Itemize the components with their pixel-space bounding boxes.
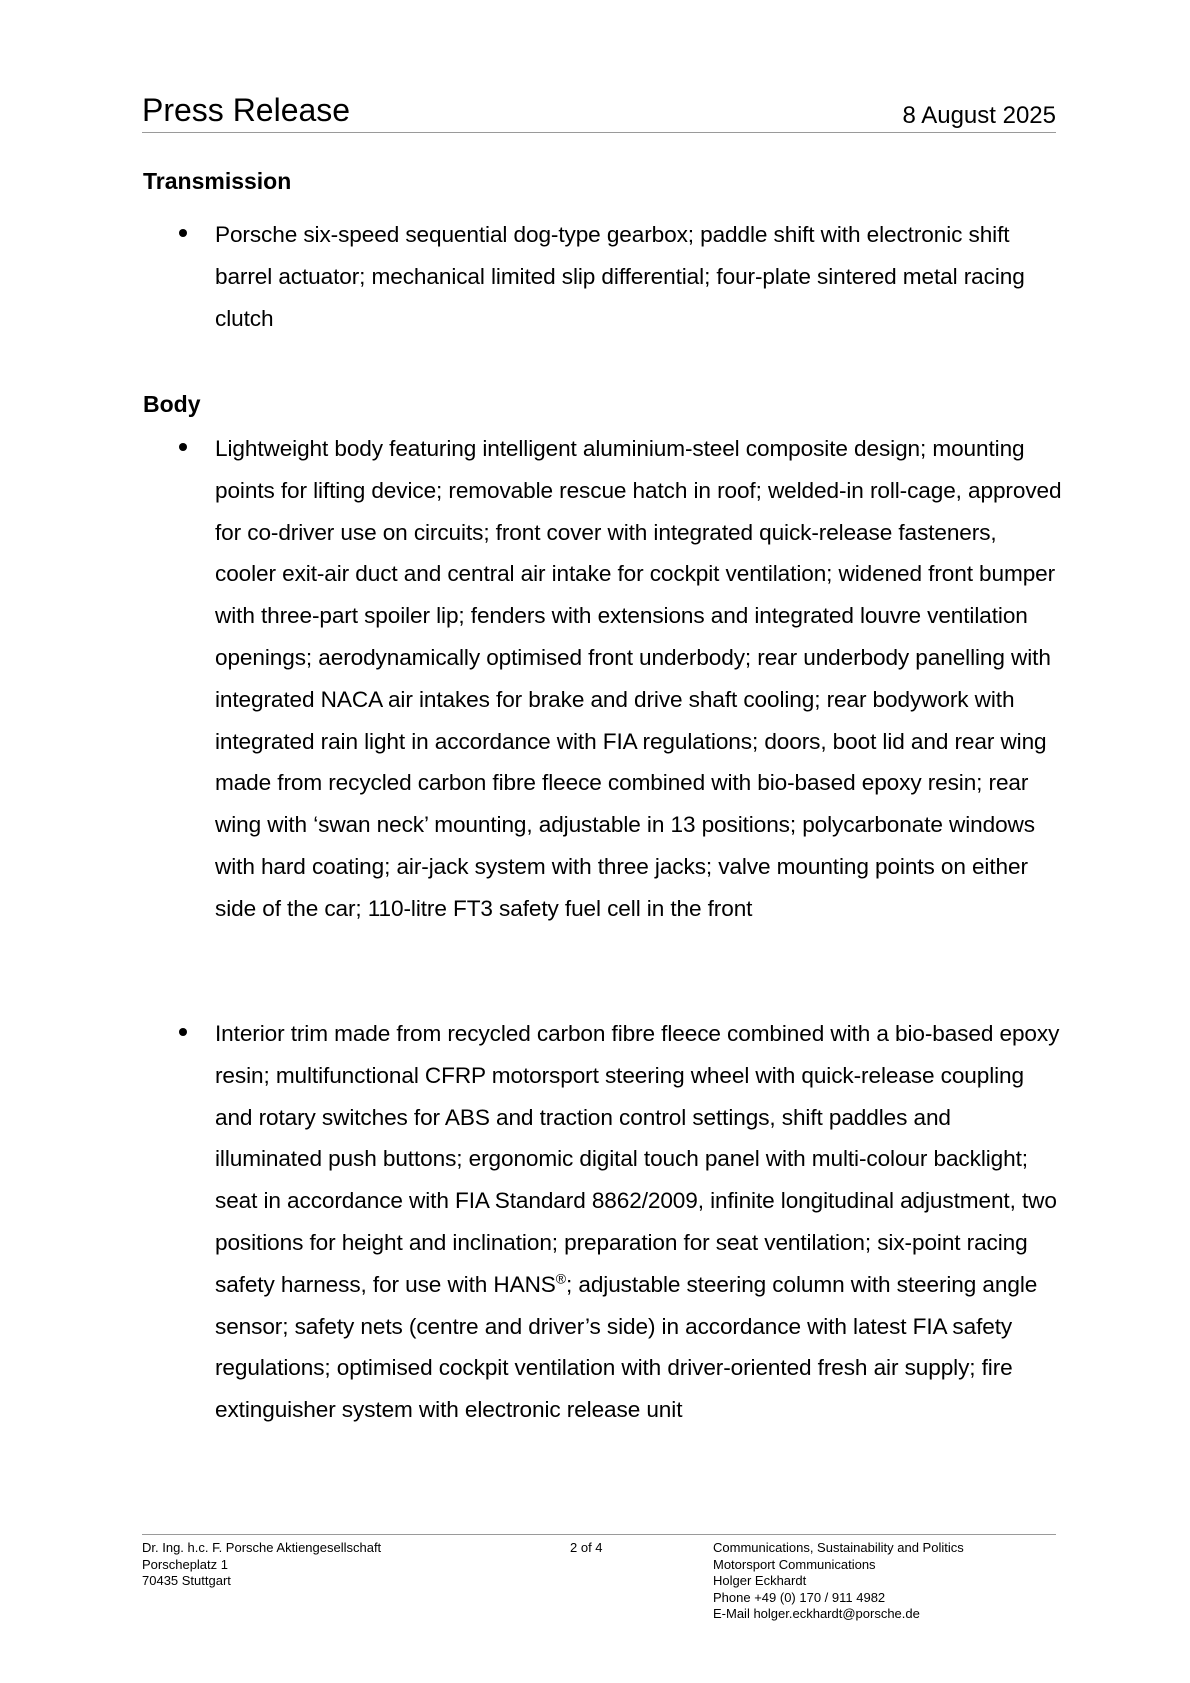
bullet-icon [179, 1028, 187, 1036]
bullet-icon [179, 229, 187, 237]
contact-person: Holger Eckhardt [713, 1573, 807, 1588]
page-footer [142, 1534, 1056, 1621]
contact-phone: Phone +49 (0) 170 / 911 4982 [713, 1589, 886, 1605]
section-heading-body: Body [143, 391, 201, 417]
company-address [142, 1540, 381, 1590]
company-street: Porscheplatz 1 [142, 1556, 228, 1572]
section-heading-transmission: Transmission [143, 168, 292, 194]
contact-unit: Motorsport Communications [713, 1556, 876, 1572]
company-name: Dr. Ing. h.c. F. Porsche Aktiengesellschaft [142, 1540, 382, 1555]
contact-department: Communications, Sustainability and Politics [713, 1540, 964, 1555]
release-date: 8 August 2025 [902, 102, 1056, 129]
list-item [143, 214, 1063, 339]
list-item-text: Lightweight body featuring intelligent aluminium-steel composite design; mounting points for lifting device; removable rescue hatch in roof; welded-in roll-cage, approved for co-driver use on circuits; front cover with integrated quick-release fasteners, cooler exit-air duct and central air intake for cockpit ventilation; widened front bumper with three-part spoiler lip; fenders with extensions and integrated louvre ventilation openings; aerodynamically optimised front underbody; rear underbody panelling with integrated NACA air intakes for brake and drive shaft cooling; rear bodywork with integrated rain light in accordance with FIA regulations; doors, boot lid and rear wing made from recycled carbon fibre fleece combined with bio-based epoxy resin; rear wing with ‘swan neck’ mounting, adjustable in 13 positions; polycarbonate windows with hard coating; air-jack system with three jacks; valve mounting points on either side of the car; 110-litre FT3 safety fuel cell in the front [215, 436, 1062, 921]
page-number: 2 of 4 [570, 1540, 603, 1555]
bullet-icon [179, 443, 187, 451]
list-item-text [215, 1013, 1063, 1431]
contact-email: E-Mail holger.eckhardt@porsche.de [713, 1606, 920, 1621]
list-item [143, 1013, 1063, 1431]
list-item-text-part: ; adjustable steering column with steering angle sensor; safety nets (centre and driver’s side) in accordance with latest FIA safety regulations; optimised cockpit ventilation with driver-oriented fresh air supply; fire extinguisher system with electronic release unit [215, 1271, 1038, 1423]
page-header [142, 90, 1056, 133]
list-item-text-part: Interior trim made from recycled carbon fibre fleece combined with a bio-based epoxy resin; multifunctional CFRP motorsport steering wheel with quick-release coupling and rotary switches for ABS and traction control settings, shift paddles and illuminated push buttons; ergonomic digital touch panel with multi-colour backlight; seat in accordance with FIA Standard 8862/2009, infinite longitudinal adjustment, two positions for height and inclination; preparation for seat ventilation; six-point racing safety harness, for use with HANS [215, 1021, 1060, 1297]
registered-trademark-mark: ® [555, 1270, 566, 1287]
press-contact [713, 1540, 964, 1623]
list-item [143, 428, 1063, 930]
list-item-text: Porsche six-speed sequential dog-type gearbox; paddle shift with electronic shift barrel actuator; mechanical limited slip differential; four-plate sintered metal racing clutch [215, 222, 1025, 331]
company-city: 70435 Stuttgart [142, 1573, 231, 1588]
document-title: Press Release [142, 92, 351, 128]
